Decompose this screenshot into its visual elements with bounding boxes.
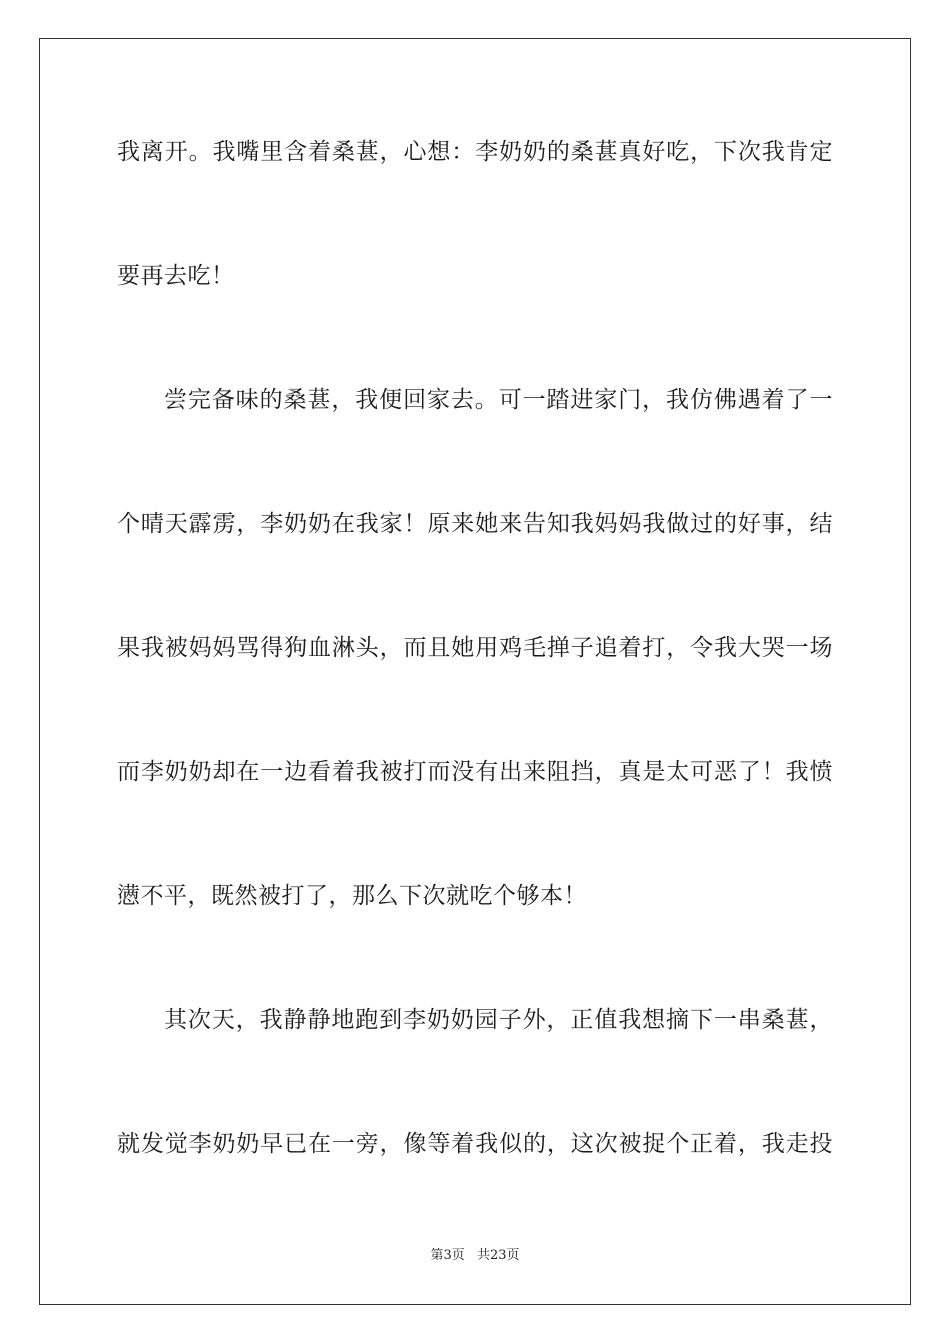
- text-line-5: 果我被妈妈骂得狗血淋头，而且她用鸡毛掸子追着打，令我大哭一场: [117, 635, 833, 661]
- text-line-2: 要再去吃！: [117, 263, 235, 289]
- paragraph-start-line-3: 尝完备味的桑葚，我便回家去。可一踏进家门，我仿佛遇着了一: [164, 387, 833, 413]
- text-line-7: 懑不平，既然被打了，那么下次就吃个够本！: [117, 883, 587, 909]
- page-border: [39, 38, 911, 1305]
- text-line-4: 个晴天霹雳，李奶奶在我家！原来她来告知我妈妈我做过的好事，结: [117, 511, 833, 537]
- text-line-1: 我离开。我嘴里含着桑葚，心想：李奶奶的桑葚真好吃，下次我肯定: [117, 139, 833, 165]
- page-footer: [0, 1247, 950, 1265]
- text-line-6: 而李奶奶却在一边看着我被打而没有出来阻挡，真是太可恶了！我愤: [117, 759, 833, 785]
- page-total: 共23页: [476, 1248, 520, 1263]
- page-number: 第3页: [430, 1248, 465, 1263]
- text-line-9: 就发觉李奶奶早已在一旁，像等着我似的，这次被捉个正着，我走投: [117, 1131, 833, 1157]
- paragraph-start-line-8: 其次天，我静静地跑到李奶奶园子外，正值我想摘下一串桑葚，: [164, 1007, 833, 1033]
